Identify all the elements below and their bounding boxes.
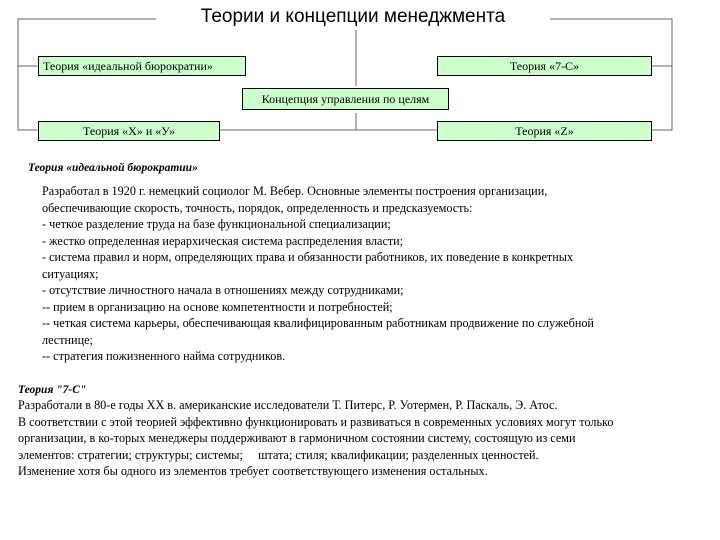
box-bureaucracy-theory: Теория «идеальной бюрократии»	[38, 56, 246, 76]
text-line: -- прием в организацию на основе компетентности и потребностей;	[42, 299, 393, 314]
text-line: обеспечивающие скорость, точность, порядок, определенность и предсказуемость:	[42, 200, 473, 215]
box-xy-theory: Теория «Х» и «У»	[38, 121, 220, 141]
text-line: - отсутствие личностного начала в отношениях между сотрудниками;	[42, 283, 404, 297]
text-line: лестнице;	[42, 332, 93, 347]
section-7c-heading: Теория "7-С"	[18, 384, 87, 396]
text-line: организации, в ко-торых менеджеры поддерживают в гармоничном состоянии систему, состоящую из семи	[18, 431, 576, 445]
section-bureaucracy-body	[42, 183, 674, 365]
section-bureaucracy-heading: Теория «идеальной бюрократии»	[28, 162, 198, 174]
section-bureaucracy	[24, 161, 674, 370]
text-line: Разработали в 80-е годы XX в. американские исследователи Т. Питерс, Р. Уотермен, Р. Паскаль, Э. Атос.	[18, 398, 558, 412]
text-line: В соответствии с этой теорией эффективно функционировать и развиваться в современных условиях могут только	[18, 414, 614, 429]
text-line: Изменение хотя бы одного из элементов требует соответствующего изменения остальных.	[18, 464, 488, 478]
text-line: -- четкая система карьеры, обеспечивающая квалифицированным работникам продвижение по служебной	[42, 316, 594, 330]
text-line: -- стратегия пожизненного найма сотрудников.	[42, 349, 286, 363]
section-7c	[18, 383, 714, 480]
section-7c-body	[18, 397, 714, 480]
diagram-title: Теории и концепции менеджмента	[156, 6, 550, 28]
box-z-theory: Теория «Z»	[437, 121, 652, 141]
text-line: Разработал в 1920 г. немецкий социолог М. Вебер. Основные элементы построения организации,	[42, 184, 548, 198]
box-mbo-concept: Концепция управления по целям	[242, 88, 449, 110]
text-line: ситуациях;	[42, 266, 99, 281]
box-7c-theory: Теория «7-С»	[437, 56, 652, 76]
text-line: - система правил и норм, определяющих права и обязанности работников, их поведение в конкретных	[42, 250, 574, 264]
text-line: - четкое разделение труда на базе функциональной специализации;	[42, 217, 391, 231]
text-line: элементов: стратегии; структуры; системы; штата; стиля; квалификации; разделенных ценностей.	[18, 447, 539, 462]
text-line: - жестко определенная иерархическая система распределения власти;	[42, 233, 404, 248]
